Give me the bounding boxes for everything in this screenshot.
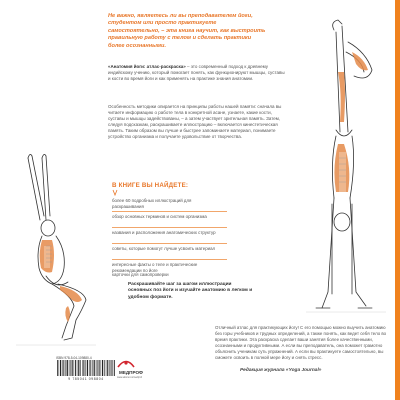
features-title: В КНИГЕ ВЫ НАЙДЕТЕ: (112, 182, 189, 189)
feature-item: интересные факты о теле и практические рекомендации по йоге (112, 262, 198, 273)
feature-item: карточки для самопроверки (112, 272, 169, 277)
body-paragraph-2: Особенность методики опирается на принципы работы нашей памяти: сначала вы читаете информацию о работе тела в конкретной асане, узнаете, какие кости, суставы и мышцы задействованы, – а затем участвует зрительная память. Затем, следуя подсказкам, раскрашиваете иллюстрацию – включается кинестетическая память. Таким образом вы лучше и быстрее запоминаете материал, понимаете устройство организма и получаете удовольствие от творчества. (108, 104, 282, 139)
chevron-down-icon (112, 189, 118, 197)
feature-item: советы, которые помогут лучше усвоить материал (112, 246, 216, 251)
feature-divider (112, 259, 227, 260)
isbn-label: ISBN 978-5-04-109880-4 (56, 356, 92, 360)
feature-item: названия и расположения анатомических структур (112, 230, 216, 235)
feature-divider (112, 227, 227, 228)
barcode-number: 9 785041 098804 (68, 377, 104, 381)
chair-pose-figure (6, 150, 106, 350)
publisher-url: www.eksmo.ru/medprof (117, 376, 142, 379)
feature-divider (112, 243, 227, 244)
review-text: Отличный атлас для практикующих йогу! С его помощью можно выучить анатомию без горы учебников и трудных определений, а также понять, как ведет себя тело во время практики. Эта раскраска сделает ваши занятия более качественными, осознанными и продуктивными. А если вы преподаватель, она поможет грамотно объяснить ученикам суть упражнений. А если вы практикуете самостоятельно, вы сможете освоить в полной мере йогу и снять стресс. (215, 325, 387, 360)
feature-divider (112, 211, 227, 212)
feature-item: обзор основных терминов и систем организма (112, 214, 207, 219)
book-title-inline: «Анатомия йоги: атлас-раскраска» (108, 64, 186, 69)
body-paragraph-1 (108, 64, 286, 82)
closing-text: Раскрашивайте шаг за шагом иллюстрации основных поз йоги и изучайте анатомию в легком и удобном формате. (128, 282, 253, 300)
publisher-logo-icon (116, 358, 136, 368)
intro-text: Не важно, являетесь ли вы преподавателем йоги, студентом или просто практикуете самостоятельно, – эта книга научит, как выстроить правильную работу с телом и сделать практики более осознанными. (108, 13, 266, 49)
feature-item: более 60 подробных иллюстраций для раскрашивания (112, 198, 192, 209)
publisher-name: МЕДПРОФ (119, 370, 143, 375)
body-paragraph-1-text: – это современный подход к древнему индийскому учению, который помогает понять, как функционируют мышцы, суставы и кости во время йоги и как применять на практике знания анатомии. (108, 64, 285, 81)
barcode-icon (56, 360, 116, 376)
review-attribution: Редакция журнала «Yoga Journal» (240, 368, 322, 373)
handstand-pose-figure (286, 12, 396, 342)
